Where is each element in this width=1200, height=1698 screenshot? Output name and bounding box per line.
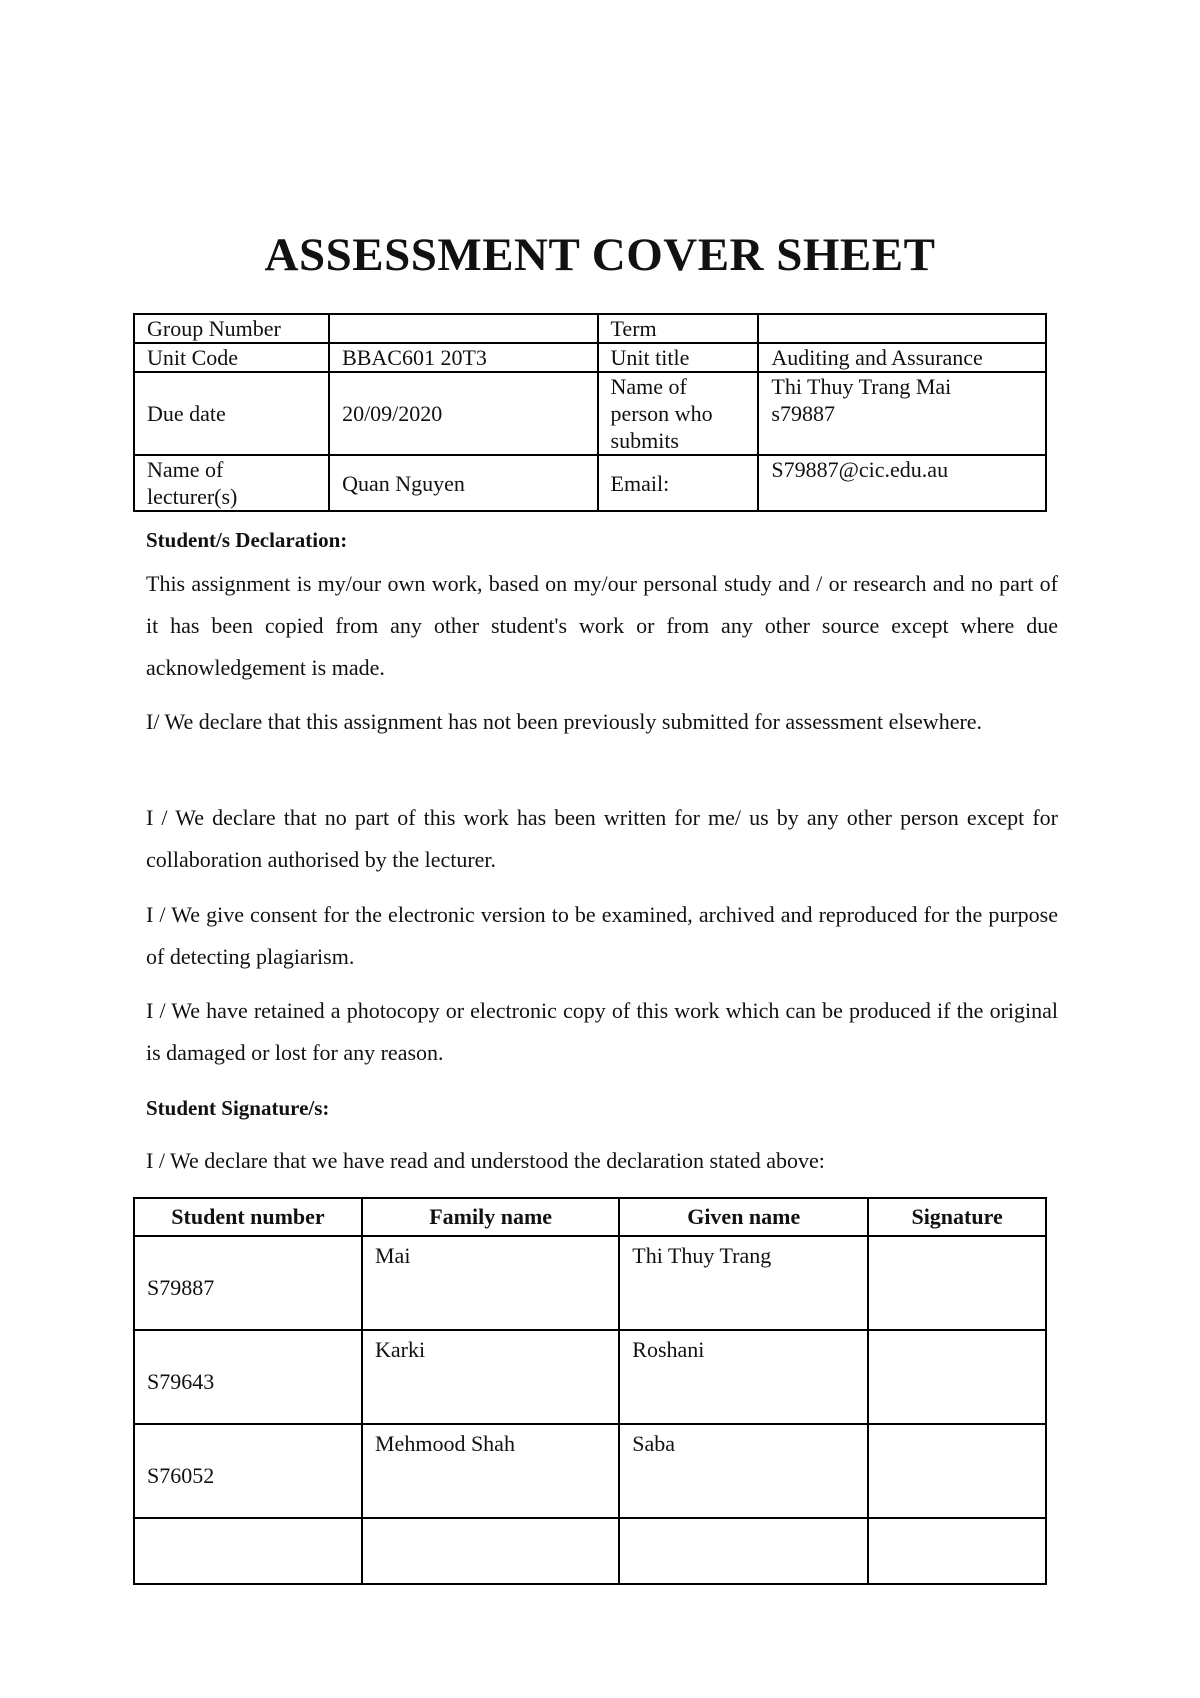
assessment-info-table (133, 313, 1047, 512)
declaration-paragraph-2: I/ We declare that this assignment has not been previously submitted for assessment elsewhere. (146, 709, 983, 734)
declaration-paragraph-1: This assignment is my/our own work, based on my/our personal study and / or research and no part of it has been copied from any other student's work or from any other source except where due acknowledgement is made. (146, 571, 1058, 680)
email-label: Email: (598, 455, 759, 511)
family-name-cell: Mai (362, 1236, 619, 1330)
given-name-cell: Thi Thuy Trang (619, 1236, 868, 1330)
signature-cell (868, 1236, 1046, 1330)
given-name-cell (619, 1518, 868, 1584)
declaration-paragraph-4: I / We give consent for the electronic version to be examined, archived and reproduced for the purpose of detecting plagiarism. (146, 902, 1058, 969)
signature-cell (868, 1424, 1046, 1518)
student-number-cell (134, 1518, 362, 1584)
student-number-cell: S76052 (134, 1424, 362, 1518)
column-header-family-name: Family name (362, 1198, 619, 1236)
declaration-paragraph-3: I / We declare that no part of this work has been written for me/ us by any other person except for collaboration authorised by the lecturer. (146, 805, 1058, 872)
lecturer-value: Quan Nguyen (329, 455, 597, 511)
declaration-heading: Student/s Declaration: (146, 528, 348, 552)
given-name-cell: Saba (619, 1424, 868, 1518)
unit-code-value: BBAC601 20T3 (329, 343, 597, 372)
column-header-student-number: Student number (134, 1198, 362, 1236)
table-row (134, 1424, 1046, 1518)
submitter-id: s79887 (771, 401, 835, 426)
group-number-label: Group Number (134, 314, 329, 343)
info-row-group (134, 314, 1046, 343)
student-number-cell: S79887 (134, 1236, 362, 1330)
due-date-label: Due date (134, 372, 329, 455)
table-row (134, 1330, 1046, 1424)
info-row-due (134, 372, 1046, 455)
submitter-label: Name of person who submits (598, 372, 759, 455)
students-table (133, 1197, 1047, 1585)
group-number-value (329, 314, 597, 343)
signature-cell (868, 1330, 1046, 1424)
lecturer-label: Name of lecturer(s) (134, 455, 329, 511)
submitter-value (758, 372, 1046, 455)
students-header-row (134, 1198, 1046, 1236)
column-header-signature: Signature (868, 1198, 1046, 1236)
given-name-cell: Roshani (619, 1330, 868, 1424)
info-row-unit (134, 343, 1046, 372)
family-name-cell (362, 1518, 619, 1584)
email-value: S79887@cic.edu.au (758, 455, 1046, 511)
family-name-cell: Karki (362, 1330, 619, 1424)
submitter-name: Thi Thuy Trang Mai (771, 374, 952, 399)
unit-title-value: Auditing and Assurance (758, 343, 1046, 372)
table-row (134, 1518, 1046, 1584)
column-header-given-name: Given name (619, 1198, 868, 1236)
family-name-cell: Mehmood Shah (362, 1424, 619, 1518)
unit-code-label: Unit Code (134, 343, 329, 372)
term-value (758, 314, 1046, 343)
signature-cell (868, 1518, 1046, 1584)
signatures-statement: I / We declare that we have read and understood the declaration stated above: (146, 1148, 825, 1173)
info-row-lecturer (134, 455, 1046, 511)
term-label: Term (598, 314, 759, 343)
declaration-paragraph-5: I / We have retained a photocopy or electronic copy of this work which can be produced if the original is damaged or lost for any reason. (146, 998, 1058, 1065)
student-number-cell: S79643 (134, 1330, 362, 1424)
signatures-heading: Student Signature/s: (146, 1096, 330, 1120)
unit-title-label: Unit title (598, 343, 759, 372)
due-date-value: 20/09/2020 (329, 372, 597, 455)
table-row (134, 1236, 1046, 1330)
document-title: ASSESSMENT COVER SHEET (264, 229, 936, 281)
